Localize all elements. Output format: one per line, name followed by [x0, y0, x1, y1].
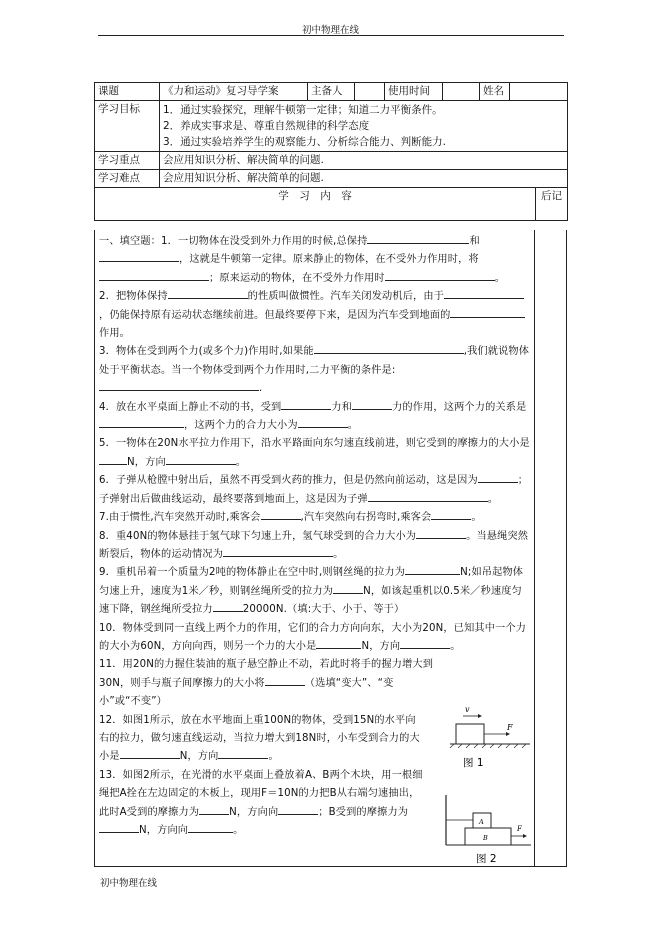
answer-blank[interactable]: [368, 491, 488, 502]
answer-blank[interactable]: [352, 399, 392, 410]
answer-blank[interactable]: [385, 270, 495, 281]
answer-blank[interactable]: [166, 454, 236, 465]
answer-blank[interactable]: [298, 417, 348, 428]
q5-text: 5．一物体在20N水平拉力作用下，沿水平路面向东匀速直线前进，则它受到的摩擦力的大小是: [99, 438, 530, 450]
q13-text: N，方向向: [229, 806, 279, 818]
q2-text: ，仍能保持原有运动状态继续前进。但最终要停下来，是因为汽车受到地面的: [99, 309, 451, 321]
q1-text: 。: [494, 272, 506, 284]
answer-blank[interactable]: [99, 251, 179, 262]
answer-blank[interactable]: [99, 417, 184, 428]
q13-text: 13．如图2所示，在光滑的水平桌面上叠放着A、B两个木块，用一根细绳把A拴在左边固定的木板上，现用F＝10N的力把B从右端匀速抽出，此时A受到的摩擦力为: [99, 769, 423, 818]
content-header-row: [95, 188, 568, 221]
q4-text: 力的作用，这两个力的关系是: [392, 401, 527, 413]
answer-blank[interactable]: [223, 546, 333, 557]
q1-text: 一、填空题：1．一切物体在没受到外力作用的时候,总保持: [99, 236, 368, 247]
difficulty-row: [95, 170, 568, 188]
q6-text: ；子弹射出后做曲线运动，最终要落到地面上，这是因为子弹: [99, 475, 529, 505]
answer-blank[interactable]: [333, 583, 363, 594]
key-points-label: 学习重点: [95, 152, 160, 170]
q10-text: 10．物体受到同一直线上两个力的作用，它们的合力方向向东，大小为20N，已知其中一个力的大小为60N，方向向西，则另一个力的大小是: [99, 622, 527, 652]
answer-blank[interactable]: [213, 601, 243, 612]
answer-blank[interactable]: [281, 399, 331, 410]
remarks-label: 后记: [536, 188, 568, 221]
remarks-column: [535, 230, 567, 867]
figure-2-diagram: [443, 785, 533, 865]
preparer-value: [355, 83, 385, 101]
answer-blank[interactable]: [188, 822, 233, 833]
difficulty-label: 学习难点: [95, 170, 160, 188]
answer-blank[interactable]: [99, 454, 127, 465]
preparer-label: 主备人: [308, 83, 355, 101]
q1-text: ；原来运动的物体，在不受外力作用时: [209, 272, 385, 284]
q5-text: 。: [235, 456, 247, 468]
force-label: F: [507, 723, 513, 732]
force-label: F: [517, 825, 522, 833]
q7-text: ,汽车突然向右拐弯时,乘客会: [300, 512, 432, 524]
answer-blank[interactable]: [168, 288, 248, 299]
answer-blank[interactable]: [278, 804, 318, 815]
goals-label: 学习目标: [95, 101, 160, 152]
block-a-label: A: [479, 818, 484, 826]
answer-blank[interactable]: [416, 528, 466, 539]
answer-blank[interactable]: [400, 638, 450, 649]
answer-blank[interactable]: [367, 233, 469, 244]
goal-item: 2．养成实事求是、尊重自然规律的科学态度: [163, 120, 370, 132]
figure-2: [443, 785, 533, 868]
q1-text: 和: [469, 236, 480, 247]
q13-text: N，方向向: [139, 825, 189, 836]
q5-text: N，方向: [127, 456, 166, 468]
page-header: 初中物理在线: [301, 25, 359, 36]
ground-hatch: [450, 744, 526, 748]
q1-text: ，这就是牛顿第一定律。原来静止的物体，在不受外力作用时，将: [179, 254, 479, 266]
q8-text: 。当悬绳突然断裂后，物体的运动情况为: [99, 530, 529, 560]
q9-text: 20000N.（填:大于、小于、等于）: [242, 604, 405, 616]
block-b-label: B: [483, 834, 488, 842]
key-points-value: 会应用知识分析、解决简单的问题.: [160, 152, 568, 170]
time-value: [443, 83, 480, 101]
topic-label: 课题: [95, 83, 160, 101]
name-label: 姓名: [480, 83, 510, 101]
goals-row: [95, 101, 568, 152]
q3-text: .: [259, 383, 263, 395]
content-title: 学 习 内 容: [95, 188, 536, 221]
q2-text: 的性质叫做惯性。汽车关闭发动机后，由于: [247, 291, 445, 303]
answer-blank[interactable]: [316, 638, 361, 649]
q9-text: 9．重机吊着一个质量为2吨的物体静止在空中时,则钢丝绳的拉力为: [99, 567, 406, 579]
header-divider: [98, 35, 564, 36]
difficulty-value: 会应用知识分析、解决简单的问题.: [160, 170, 568, 188]
answer-blank[interactable]: [444, 288, 524, 299]
q12-text: 。: [268, 751, 279, 763]
answer-blank[interactable]: [431, 509, 471, 520]
figure-1: [448, 700, 538, 773]
answer-blank[interactable]: [314, 343, 464, 354]
force-arrowhead: [523, 834, 527, 838]
q10-text: N，方向: [361, 640, 401, 652]
q13-text: 。: [233, 825, 244, 836]
q6-text: 。: [487, 493, 499, 505]
answer-blank[interactable]: [120, 748, 180, 759]
goal-item: 3．通过实验培养学生的观察能力、分析综合能力、判断能力.: [163, 136, 447, 148]
goal-item: 1．通过实验探究，理解牛顿第一定律；知道二力平衡条件。: [163, 104, 443, 116]
figure-2-caption: 图 2: [476, 853, 497, 865]
velocity-arrowhead: [478, 714, 482, 718]
time-label: 使用时间: [385, 83, 443, 101]
answer-blank[interactable]: [99, 822, 139, 833]
q4-text: ，这两个力的合力大小为: [184, 420, 298, 432]
block: [456, 724, 484, 744]
block-b: [465, 828, 511, 845]
answer-blank[interactable]: [261, 509, 301, 520]
q6-text: 6．子弹从枪膛中射出后，虽然不再受到火药的推力，但是仍然向前运动，这是因为: [99, 475, 478, 487]
figure-1-diagram: [448, 700, 538, 770]
q4-text: 4．放在水平桌面上静止不动的书，受到: [99, 401, 282, 413]
answer-blank[interactable]: [99, 270, 209, 281]
answer-blank[interactable]: [405, 564, 460, 575]
q9-text: N;如吊起物体匀速上升，速度为1米／秒，则钢丝绳所受的拉力为: [99, 567, 524, 597]
answer-blank[interactable]: [218, 748, 268, 759]
q7-text: 7.由于惯性,汽车突然开动时,乘客会: [99, 512, 261, 524]
force-arrowhead: [506, 732, 510, 736]
q12-text: N，方向: [179, 751, 219, 763]
answer-blank[interactable]: [450, 307, 525, 318]
q11-text: （选填“变大”、“变小”或“不变”）: [99, 677, 394, 708]
q13-text: ；B受到的摩擦力为: [318, 806, 409, 818]
page-footer: 初中物理在线: [100, 878, 158, 889]
q8-text: 。: [333, 548, 344, 560]
answer-blank[interactable]: [478, 472, 518, 483]
q8-text: 8．重40N的物体悬挂于氢气球下匀速上升，氢气球受到的合力大小为: [99, 530, 417, 542]
lesson-meta-table: [94, 82, 568, 221]
answer-blank[interactable]: [199, 804, 229, 815]
q2-text: 作用。: [99, 328, 131, 340]
q4-text: 力和: [331, 401, 353, 413]
q2-text: 2．把物体保持: [99, 291, 168, 303]
q10-text: 。: [450, 640, 461, 652]
answer-blank[interactable]: [265, 675, 305, 686]
topic-row: [95, 83, 568, 101]
q3-text: 3．物体在受到两个力(或多个力)作用时,如果能: [99, 346, 314, 358]
figure-1-caption: 图 1: [463, 757, 484, 769]
q11-text: 11．用20N的力握住装油的瓶子悬空静止不动，若此时将手的握力增大到30N，则手与瓶子间摩擦力的大小将: [99, 659, 434, 689]
name-value: [510, 83, 568, 101]
topic-value: 《力和运动》复习导学案: [160, 83, 308, 101]
key-points-row: [95, 152, 568, 170]
velocity-label: v: [465, 705, 470, 714]
q12-text: 12．如图1所示，放在水平地面上重100N的物体，受到15N的水平向右的拉力，做匀速直线运动，当拉力增大到18N时，小车受到合力的大小是: [99, 714, 420, 763]
answer-blank[interactable]: [99, 380, 259, 391]
q4-text: 。: [347, 420, 359, 432]
q9-text: N，如该起重机以0.5米／秒速度匀速下降，钢丝绳所受拉力: [99, 585, 522, 616]
q7-text: 。: [471, 512, 482, 524]
q3-text: ,我们就说物体处于平衡状态。当一个物体受到两个力作用时,二力平衡的条件是:: [99, 346, 530, 376]
